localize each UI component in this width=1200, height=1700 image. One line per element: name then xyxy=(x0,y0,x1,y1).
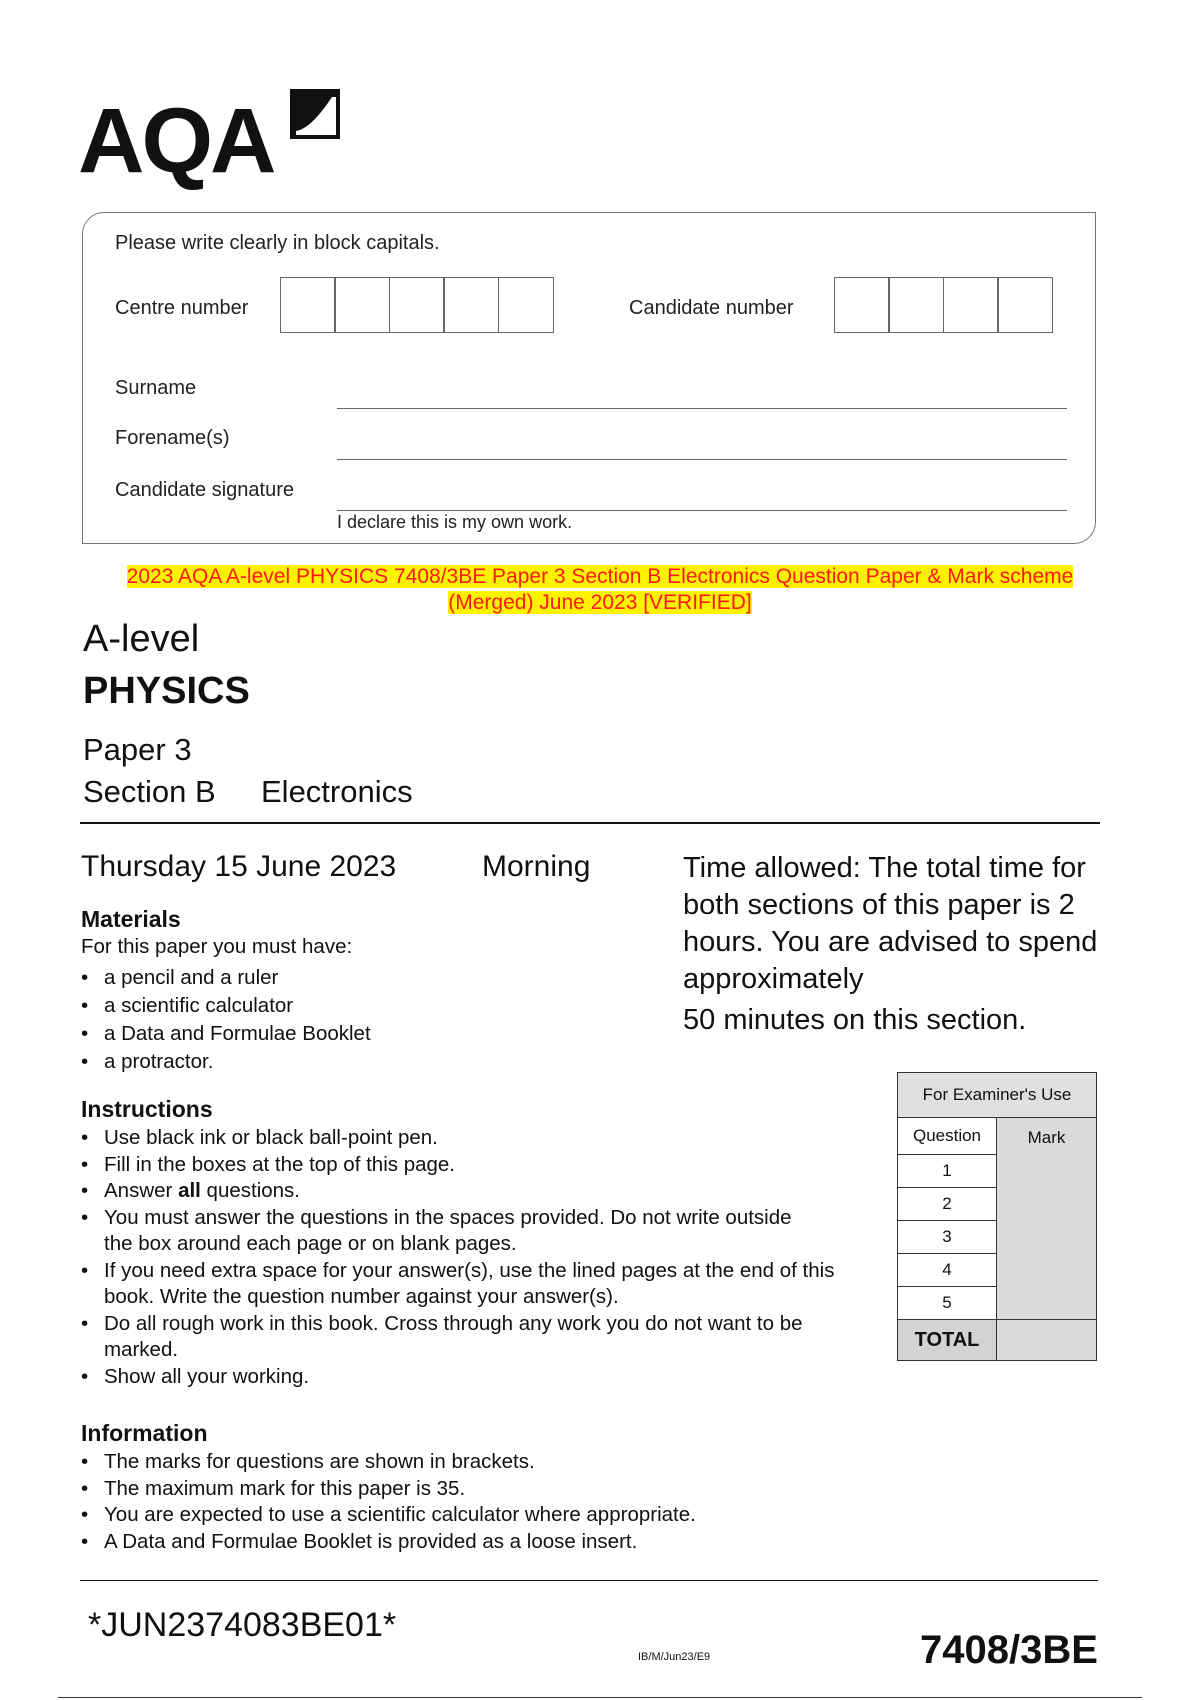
exam-date: Thursday 15 June 2023 xyxy=(81,850,397,883)
question-number: 2 xyxy=(898,1188,997,1221)
candidate-number-digit[interactable] xyxy=(943,277,999,333)
instructions-list xyxy=(81,1125,861,1390)
total-label: TOTAL xyxy=(898,1320,997,1361)
exam-session: Morning xyxy=(482,850,591,883)
page-bottom-border xyxy=(58,1697,1142,1698)
list-item: • a protractor. xyxy=(81,1048,681,1076)
list-item: • Fill in the boxes at the top of this page. xyxy=(81,1152,861,1179)
question-column-header: Question xyxy=(898,1118,997,1155)
surname-line[interactable] xyxy=(337,408,1067,409)
candidate-number-label: Candidate number xyxy=(629,297,794,319)
question-number: 5 xyxy=(898,1287,997,1320)
materials-heading: Materials xyxy=(81,906,181,932)
banner-line-2: (Merged) June 2023 [VERIFIED] xyxy=(448,591,752,614)
list-item: • A Data and Formulae Booklet is provided as a loose insert. xyxy=(81,1529,861,1556)
candidate-number-digit[interactable] xyxy=(888,277,944,333)
signature-line[interactable] xyxy=(337,510,1067,511)
surname-label: Surname xyxy=(115,377,197,399)
reference-code: IB/M/Jun23/E9 xyxy=(638,1651,711,1663)
question-number: 3 xyxy=(898,1221,997,1254)
centre-number-label: Centre number xyxy=(115,297,249,319)
centre-number-boxes xyxy=(281,277,554,333)
list-item: • a Data and Formulae Booklet xyxy=(81,1020,681,1048)
logo-text: AQA xyxy=(78,90,274,192)
examiner-table-heading: For Examiner's Use xyxy=(898,1073,1097,1118)
aqa-logo xyxy=(78,90,274,192)
list-item xyxy=(81,1178,861,1205)
information-section xyxy=(81,1420,861,1555)
centre-number-digit[interactable] xyxy=(389,277,445,333)
mark-column-header: Mark xyxy=(997,1118,1097,1320)
aqa-logo-mark-icon xyxy=(286,85,344,145)
list-item: • The maximum mark for this paper is 35. xyxy=(81,1476,861,1503)
information-heading: Information xyxy=(81,1420,208,1446)
list-item: • The marks for questions are shown in brackets. xyxy=(81,1449,861,1476)
total-mark-cell xyxy=(997,1320,1097,1361)
question-number: 4 xyxy=(898,1254,997,1287)
materials-list xyxy=(81,964,681,1076)
time-allowed-text: Time allowed: The total time for both sections of this paper is 2 hours. You are advised to spend approximately xyxy=(683,852,1098,995)
information-list xyxy=(81,1449,861,1555)
paper-code: 7408/3BE xyxy=(920,1628,1098,1672)
list-item: • If you need extra space for your answer(s), use the lined pages at the end of this book. Write the question number against your answer(s). xyxy=(81,1258,874,1311)
list-item: • Use black ink or black ball-point pen. xyxy=(81,1125,861,1152)
footer-divider xyxy=(80,1580,1098,1581)
candidate-number-digit[interactable] xyxy=(997,277,1053,333)
candidate-number-boxes xyxy=(835,277,1053,333)
section-topic: Electronics xyxy=(261,774,413,809)
paper-number: Paper 3 xyxy=(83,732,192,767)
instruction-text: Answer xyxy=(104,1179,179,1202)
qualification-level: A-level xyxy=(83,618,200,660)
question-number: 1 xyxy=(898,1155,997,1188)
time-allowed-section: 50 minutes on this section. xyxy=(683,1004,1027,1036)
subject-title: PHYSICS xyxy=(83,670,250,712)
candidate-number-digit[interactable] xyxy=(834,277,890,333)
instructions-heading: Instructions xyxy=(81,1096,213,1122)
barcode-text: *JUN2374083BE01* xyxy=(88,1606,397,1644)
centre-number-digit[interactable] xyxy=(280,277,336,333)
candidate-details-box xyxy=(82,212,1096,544)
examiner-use-table xyxy=(897,1072,1097,1361)
instruction-text: questions. xyxy=(200,1179,301,1202)
forename-line[interactable] xyxy=(337,459,1067,460)
declaration-text: I declare this is my own work. xyxy=(337,512,573,532)
block-capitals-instruction: Please write clearly in block capitals. xyxy=(115,232,440,254)
banner-line-1: 2023 AQA A-level PHYSICS 7408/3BE Paper 3 Section B Electronics Question Paper & Mark scheme xyxy=(126,565,1074,588)
centre-number-digit[interactable] xyxy=(498,277,554,333)
list-item: • a pencil and a ruler xyxy=(81,964,681,992)
title-divider xyxy=(80,822,1100,824)
materials-intro: For this paper you must have: xyxy=(81,935,353,958)
list-item: • You are expected to use a scientific calculator where appropriate. xyxy=(81,1502,861,1529)
document-banner xyxy=(0,564,1200,616)
time-allowed xyxy=(683,850,1103,1039)
centre-number-digit[interactable] xyxy=(334,277,390,333)
list-item: • You must answer the questions in the spaces provided. Do not write outside the box around each page or on blank pages. xyxy=(81,1205,804,1258)
section-label: Section B xyxy=(83,774,216,809)
materials-section xyxy=(81,906,681,1076)
centre-number-digit[interactable] xyxy=(443,277,499,333)
instruction-emphasis: all xyxy=(178,1179,201,1202)
forename-label: Forename(s) xyxy=(115,427,230,449)
list-item: • Show all your working. xyxy=(81,1364,861,1391)
list-item: • a scientific calculator xyxy=(81,992,681,1020)
signature-label: Candidate signature xyxy=(115,479,295,501)
instructions-section xyxy=(81,1096,861,1390)
list-item: • Do all rough work in this book. Cross through any work you do not want to be marked. xyxy=(81,1311,834,1364)
